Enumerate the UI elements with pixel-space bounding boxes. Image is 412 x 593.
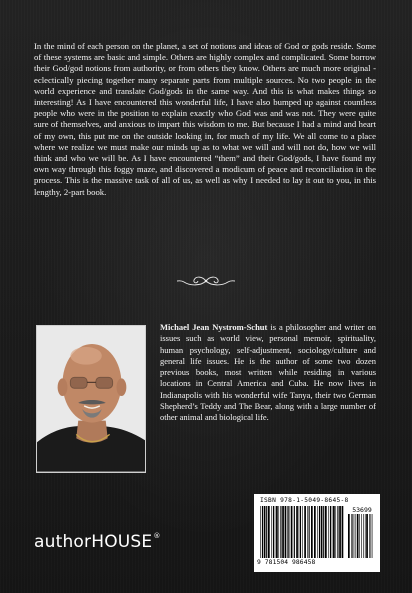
barcode-bar — [352, 514, 353, 558]
barcode-bar — [357, 514, 359, 558]
barcode-bar — [339, 506, 341, 558]
author-portrait-image — [37, 326, 145, 472]
barcode-bar — [325, 506, 327, 558]
barcode-bar — [260, 506, 261, 558]
barcode-bar — [317, 506, 318, 558]
barcode-bar — [309, 506, 310, 558]
barcode-bar — [288, 506, 289, 558]
barcode-bar — [332, 506, 333, 558]
barcode-bar — [271, 506, 272, 558]
barcode-bar — [280, 506, 281, 558]
barcode-bar — [354, 514, 355, 558]
barcode-bar — [328, 506, 329, 558]
barcode-bar — [369, 514, 370, 558]
barcode-bar — [348, 514, 350, 558]
author-bio — [160, 322, 376, 424]
barcode-bar — [359, 514, 360, 558]
barcode-bar — [311, 506, 313, 558]
barcode-bar — [299, 506, 300, 558]
barcode-bar — [307, 506, 308, 558]
barcode-bar — [361, 514, 362, 558]
barcode-bar — [365, 514, 366, 558]
publisher-logo-text: authorHOUSE — [34, 532, 153, 552]
barcode-bar — [330, 506, 331, 558]
author-bio-text: is a philosopher and writer on issues such as world view, personal memoir, spirituality, human psychology, self-adjustment, sociology/culture and general life issues. He is the author of some two dozen previous books, most written while residing in various locations in Central America and Cuba. He now lives in Indianapolis with his wonderful wife Tanya, their two German Shepherd’s Teddy and The Bear, along with a large number of other animal and biological life. — [160, 322, 376, 423]
barcode-bar — [333, 506, 335, 558]
book-blurb: In the mind of each person on the planet, a set of notions and ideas of God or gods reside. Some of these systems are basic and simple. Others are highly complex and complicated. Some borrow their God/god notions from authority, or from others they know. Others are much more original - eclectically piecing together many separate parts from multiple sources. No two people in the world experience and translate God/gods in the same way. And this is what makes things so interesting! As I have encountered this wonderful life, I have also bumped up against countless people who were in the position to explain exactly who God was and was not. They were quite sure of themselves, and anxious to impart this wisdom to me. But because I had a mind and heart of my own, this put me on the outside looking in, for much of my life. We all come to a place where we realize we must make our minds up as to what we will and will not do, how we will think and who we will be. As I have encountered “them” and their God/gods, I have found my own way through this foggy maze, and discovered a modicum of peace and reconciliation in the process. This is the massive task of all of us, as well as why I needed to lay it out to you, in this lengthy, 2-part book. — [34, 41, 376, 197]
barcode-bar — [262, 506, 263, 558]
barcode-bar — [285, 506, 287, 558]
barcode-bar — [275, 506, 276, 558]
barcode-bar — [355, 514, 356, 558]
barcode-bar — [264, 506, 266, 558]
barcode-bar — [337, 506, 338, 558]
barcode-bar — [294, 506, 295, 558]
barcode-bar — [273, 506, 274, 558]
barcode-addon-bars — [348, 514, 374, 558]
barcode-bar — [287, 506, 288, 558]
barcode-bar — [351, 514, 352, 558]
isbn-label: ISBN 978-1-5049-8645-8 — [260, 497, 349, 504]
barcode-bar — [319, 506, 320, 558]
barcode-bar — [300, 506, 301, 558]
barcode-bars — [260, 506, 344, 558]
barcode-bar — [372, 514, 373, 558]
barcode-bar — [291, 506, 293, 558]
barcode-bar — [342, 506, 344, 558]
barcode-bar — [266, 506, 267, 558]
barcode-bar — [321, 506, 323, 558]
barcode-bar — [302, 506, 303, 558]
barcode-bar — [304, 506, 306, 558]
barcode-bar — [323, 506, 324, 558]
barcode-bar — [363, 514, 364, 558]
publisher-logo — [34, 532, 161, 552]
barcode-bar — [268, 506, 270, 558]
author-name: Michael Jean Nystrom-Schut — [160, 322, 268, 332]
registered-mark: ® — [153, 532, 161, 540]
barcode-bar — [282, 506, 284, 558]
barcode-bar — [335, 506, 336, 558]
barcode-bar — [276, 506, 278, 558]
barcode-digits: 9 781504 986458 — [257, 559, 316, 566]
barcode-bar — [296, 506, 298, 558]
author-photo — [36, 325, 146, 473]
isbn-barcode — [254, 494, 380, 572]
barcode-addon-digits: 53699 — [352, 506, 372, 514]
barcode-bar — [366, 514, 368, 558]
barcode-bar — [278, 506, 279, 558]
scroll-flourish-icon — [176, 274, 236, 288]
barcode-bar — [371, 514, 372, 558]
barcode-bar — [314, 506, 316, 558]
